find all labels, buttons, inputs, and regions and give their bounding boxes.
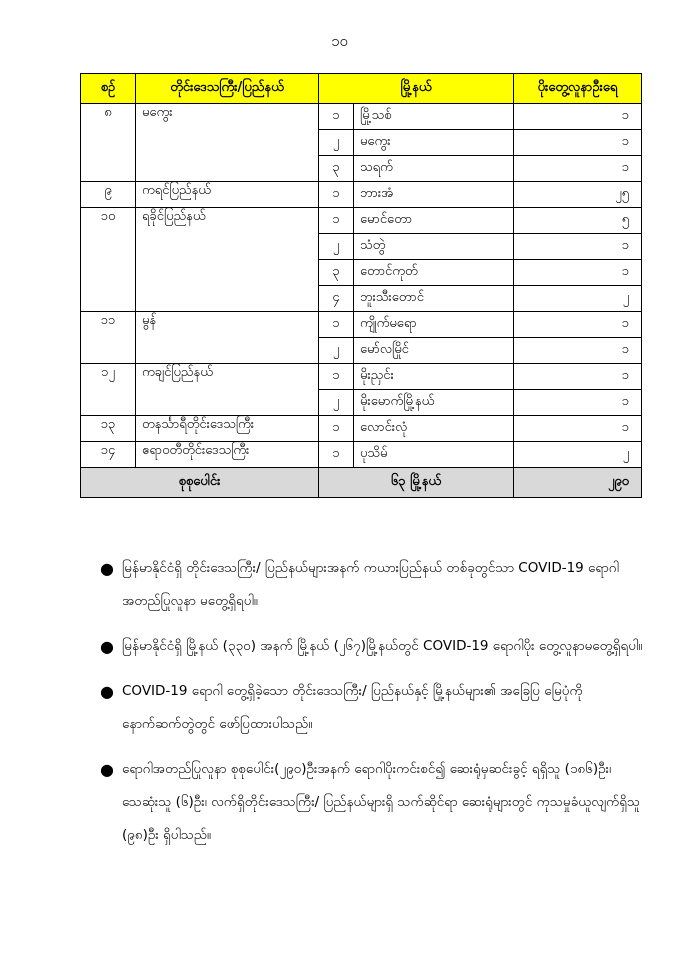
header-positive-count: ပိုးတွေ့လူနာဦးရေ: [514, 74, 642, 104]
township-name: မော်လမြိုင်: [354, 338, 514, 364]
total-count: ၂၉၀: [514, 468, 642, 498]
table-row: [81, 312, 642, 338]
township-name: လောင်းလုံ: [354, 416, 514, 442]
header-serial: စဉ်: [81, 74, 136, 104]
header-region: တိုင်းဒေသကြီး/ပြည်နယ်: [136, 74, 319, 104]
positive-count: ၁: [514, 130, 642, 156]
bullet-text: COVID-19 ရောဂါ တွေ့ရှိခဲ့သော တိုင်းဒေသကြီး/ ပြည်နယ်နှင့် မြို့နယ်များ၏ အခြေပြ မြေပုံကို နောက်ဆက်တွဲတွင် ဖော်ပြထားပါသည်။: [122, 683, 583, 732]
serial-number: ၁၃: [81, 416, 136, 442]
table-row: [81, 208, 642, 234]
bullet-item: [100, 552, 645, 618]
positive-count: ၁: [514, 390, 642, 416]
table-row: [81, 442, 642, 468]
township-number: ၁: [319, 416, 354, 442]
bullet-dot-icon: ●: [100, 760, 114, 779]
positive-count: ၂: [514, 442, 642, 468]
positive-count: ၁: [514, 156, 642, 182]
positive-count: ၂၅: [514, 182, 642, 208]
summary-bullets: [100, 552, 645, 864]
positive-count: ၁: [514, 260, 642, 286]
positive-count: ၁: [514, 364, 642, 390]
township-name: ဘားအံ: [354, 182, 514, 208]
table-row: [81, 364, 642, 390]
table-header-row: [81, 74, 642, 104]
bullet-text: မြန်မာနိုင်ငံရှိ မြို့နယ် (၃၃၀) အနက် မြို့နယ် (၂၆၇)မြို့နယ်တွင် COVID-19 ရောဂါပိုး တွေ့လူနာမတွေ့ရှိရပါ။: [122, 638, 643, 654]
bullet-item: [100, 675, 645, 741]
region-name: မကွေး: [136, 104, 319, 182]
positive-count: ၁: [514, 312, 642, 338]
township-name: မောင်တော: [354, 208, 514, 234]
township-number: ၃: [319, 156, 354, 182]
region-name: တနင်္သာရီတိုင်းဒေသကြီး: [136, 416, 319, 442]
page-number: ၁၀: [331, 32, 348, 50]
township-number: ၂: [319, 130, 354, 156]
bullet-text: မြန်မာနိုင်ငံရှိ တိုင်းဒေသကြီး/ ပြည်နယ်များအနက် ကယားပြည်နယ် တစ်ခုတွင်သာ COVID-19 ရောဂါ အတည်ပြုလူနာ မတွေ့ရှိရပါ။: [122, 560, 619, 609]
township-name: ဘူးသီးတောင်: [354, 286, 514, 312]
positive-count: ၁: [514, 416, 642, 442]
positive-count: ၅: [514, 208, 642, 234]
region-name: ကချင်ပြည်နယ်: [136, 364, 319, 416]
region-name: မွန်: [136, 312, 319, 364]
bullet-dot-icon: ●: [100, 682, 114, 701]
header-township: မြို့နယ်: [319, 74, 514, 104]
bullet-dot-icon: ●: [100, 559, 114, 578]
township-name: တောင်ကုတ်: [354, 260, 514, 286]
township-name: မိုးညှင်း: [354, 364, 514, 390]
region-name: ရခိုင်ပြည်နယ်: [136, 208, 319, 312]
township-number: ၁: [319, 104, 354, 130]
table-row: [81, 104, 642, 130]
serial-number: ၁၂: [81, 364, 136, 416]
region-name: ဧရာဝတီတိုင်းဒေသကြီး: [136, 442, 319, 468]
serial-number: ၁၁: [81, 312, 136, 364]
township-number: ၂: [319, 390, 354, 416]
total-townships: ၆၃ မြို့နယ်: [319, 468, 514, 498]
serial-number: ၉: [81, 182, 136, 208]
township-name: သရက်: [354, 156, 514, 182]
total-label: စုစုပေါင်း: [81, 468, 319, 498]
bullet-dot-icon: ●: [100, 637, 114, 656]
table-row: [81, 416, 642, 442]
serial-number: ၁၄: [81, 442, 136, 468]
positive-count: ၂: [514, 286, 642, 312]
covid-cases-table: [80, 73, 642, 498]
township-name: သံတွဲ: [354, 234, 514, 260]
township-number: ၁: [319, 442, 354, 468]
township-name: မိုးမောက်မြို့နယ်: [354, 390, 514, 416]
total-row: [81, 468, 642, 498]
positive-count: ၁: [514, 104, 642, 130]
township-number: ၂: [319, 338, 354, 364]
township-name: ကျိုက်မရော: [354, 312, 514, 338]
township-number: ၁: [319, 208, 354, 234]
township-number: ၂: [319, 234, 354, 260]
township-number: ၁: [319, 182, 354, 208]
township-number: ၃: [319, 260, 354, 286]
township-number: ၁: [319, 364, 354, 390]
bullet-text: ရောဂါအတည်ပြုလူနာ စုစုပေါင်း(၂၉၀)ဦးအနက် ရောဂါပိုးကင်းစင်၍ ဆေးရုံမှဆင်းခွင့် ရရှိသူ (၁၈၆)ဦး၊ သေဆုံးသူ (၆)ဦး၊ လက်ရှိတိုင်းဒေသကြီး/ ပြည်နယ်များရှိ သက်ဆိုင်ရာ ဆေးရုံများတွင် ကုသမှုခံယူလျက်ရှိသူ (၉၈)ဦး ရှိပါသည်။: [122, 761, 641, 843]
table-body: [81, 104, 642, 468]
serial-number: ၁၀: [81, 208, 136, 312]
bullet-item: [100, 753, 645, 852]
township-name: မြို့သစ်: [354, 104, 514, 130]
township-number: ၄: [319, 286, 354, 312]
serial-number: ၈: [81, 104, 136, 182]
positive-count: ၁: [514, 234, 642, 260]
township-name: ပုသိမ်: [354, 442, 514, 468]
table-row: [81, 182, 642, 208]
region-name: ကရင်ပြည်နယ်: [136, 182, 319, 208]
positive-count: ၁: [514, 338, 642, 364]
bullet-item: [100, 630, 645, 663]
township-number: ၁: [319, 312, 354, 338]
township-name: မကွေး: [354, 130, 514, 156]
